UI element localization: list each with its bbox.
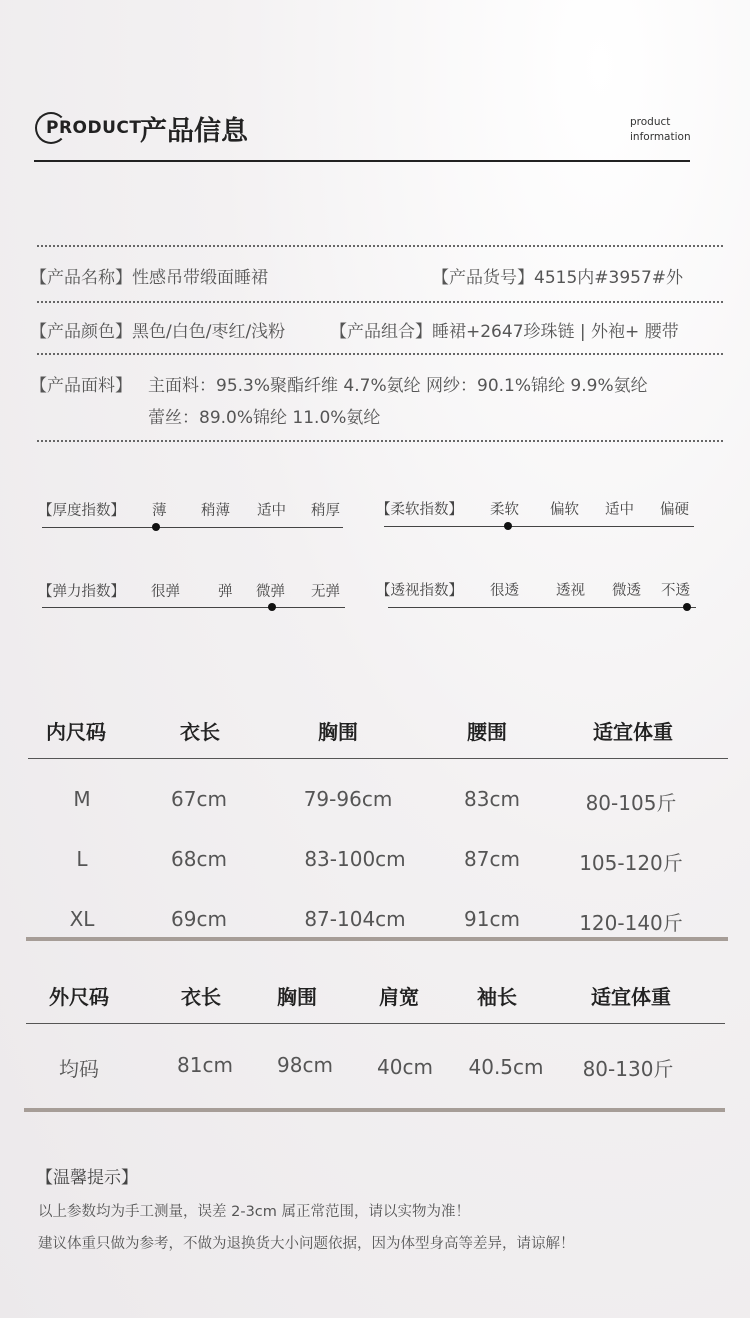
table-cell: 80-130斤 [582, 1057, 674, 1081]
table-cell: 79-96cm [303, 787, 393, 811]
header-divider [34, 160, 690, 162]
index-option: 不透 [661, 583, 690, 599]
table-header: 内尺码 [46, 720, 106, 744]
table-cell: 40cm [377, 1055, 433, 1079]
index-option: 偏硬 [660, 502, 689, 518]
table-header: 外尺码 [49, 985, 109, 1009]
index-option: 稍厚 [311, 503, 340, 519]
table-cell: 40.5cm [468, 1055, 544, 1079]
table-cell: M [73, 787, 91, 811]
tips-line-1: 以上参数均为手工测量，误差 2-3cm 属正常范围，请以实物为准！ [38, 1204, 470, 1220]
header-title-cn: 产品信息 [140, 116, 248, 147]
index-option: 薄 [152, 503, 167, 519]
table-cell: 67cm [171, 787, 227, 811]
table-cell: L [76, 847, 88, 871]
tips-title: 【温馨提示】 [36, 1168, 138, 1188]
index-option: 很透 [490, 583, 519, 599]
index-option: 适中 [257, 503, 286, 519]
table-header: 衣长 [181, 985, 221, 1009]
index-option: 无弹 [311, 584, 340, 600]
index-label: 【柔软指数】 [376, 502, 463, 518]
table-cell: 81cm [177, 1053, 233, 1077]
index-option: 微弹 [256, 584, 285, 600]
index-track [42, 607, 345, 608]
table-cell: 91cm [464, 907, 520, 931]
table-cell: 83-100cm [304, 847, 406, 871]
table-cell: 105-120斤 [579, 851, 683, 875]
table-header: 适宜体重 [591, 985, 671, 1009]
dotted-divider [37, 245, 723, 247]
table-cell: 98cm [277, 1053, 333, 1077]
dotted-divider [37, 301, 723, 303]
index-option: 透视 [556, 583, 585, 599]
index-track [42, 527, 343, 528]
fabric-label: 【产品面料】 [30, 376, 132, 396]
table-cell: 87cm [464, 847, 520, 871]
index-marker [504, 522, 512, 530]
table-bottom-border [24, 1108, 725, 1112]
index-track [388, 607, 696, 608]
index-option: 柔软 [490, 502, 519, 518]
tips-line-2: 建议体重只做为参考，不做为退换货大小问题依据，因为体型身高等差异，请谅解！ [38, 1236, 575, 1252]
header-caption-line2: information [630, 131, 691, 143]
index-marker [152, 523, 160, 531]
table-header: 袖长 [477, 985, 517, 1009]
table-cell: XL [69, 907, 95, 931]
product-name: 【产品名称】性感吊带缎面睡裙 [30, 268, 268, 288]
table-cell: 68cm [171, 847, 227, 871]
index-option: 很弹 [151, 584, 180, 600]
table-cell: 80-105斤 [585, 791, 677, 815]
table-cell: 均码 [59, 1057, 99, 1081]
product-combo: 【产品组合】睡裙+2647珍珠链 | 外袍+ 腰带 [330, 322, 679, 342]
header-caption-line1: product [630, 116, 671, 128]
table-divider [28, 758, 728, 759]
fabric-line-2: 蕾丝：89.0%锦纶 11.0%氨纶 [148, 408, 381, 428]
table-cell: 87-104cm [304, 907, 406, 931]
index-option: 偏软 [550, 502, 579, 518]
index-marker [268, 603, 276, 611]
table-cell: 83cm [464, 787, 520, 811]
index-label: 【厚度指数】 [38, 503, 125, 519]
header-title-en: PRODUCT [46, 118, 142, 138]
product-color: 【产品颜色】黑色/白色/枣红/浅粉 [30, 322, 286, 342]
index-label: 【弹力指数】 [38, 584, 125, 600]
table-cell: 69cm [171, 907, 227, 931]
dotted-divider [37, 440, 723, 442]
table-header: 肩宽 [379, 985, 419, 1009]
index-label: 【透视指数】 [376, 583, 463, 599]
index-track [384, 526, 694, 527]
table-header: 腰围 [467, 720, 507, 744]
index-option: 弹 [218, 584, 233, 600]
index-option: 适中 [605, 502, 634, 518]
product-sku: 【产品货号】4515内#3957#外 [432, 268, 684, 288]
index-marker [683, 603, 691, 611]
index-option: 稍薄 [201, 503, 230, 519]
table-header: 胸围 [277, 985, 317, 1009]
index-option: 微透 [612, 583, 641, 599]
table-bottom-border [26, 937, 728, 941]
table-divider [26, 1023, 725, 1024]
table-header: 适宜体重 [593, 720, 673, 744]
header-caption [630, 115, 691, 145]
fabric-line-1: 主面料：95.3%聚酯纤维 4.7%氨纶 网纱：90.1%锦纶 9.9%氨纶 [148, 376, 648, 396]
table-header: 胸围 [318, 720, 358, 744]
table-header: 衣长 [180, 720, 220, 744]
dotted-divider [37, 353, 723, 355]
table-cell: 120-140斤 [579, 911, 683, 935]
